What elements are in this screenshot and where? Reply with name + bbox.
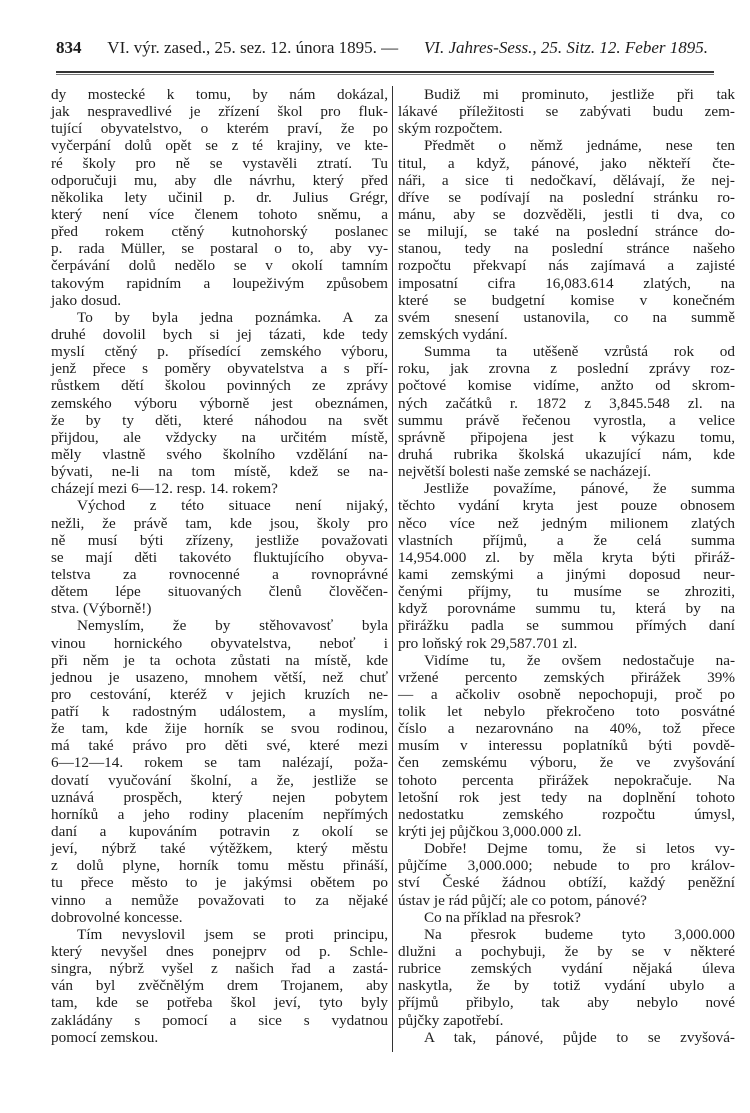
text-line: roku, jak zrovna z poslední zprávy roz- bbox=[398, 360, 735, 378]
text-line: kami zemskými a jinými doposud neur- bbox=[398, 565, 735, 583]
text-line: daní a kupováním potravin z okolí se bbox=[51, 823, 388, 841]
text-line: lákavé příležitosti se zabývati budu zem- bbox=[398, 103, 735, 121]
text-line: dětem lépe situovaných členů člověčen- bbox=[51, 583, 388, 601]
text-line: krýti jej půjčkou 3,000.000 zl. bbox=[398, 823, 582, 841]
text-line: které se budgetní komise v konečném bbox=[398, 291, 735, 309]
paragraph bbox=[398, 1029, 735, 1046]
text-line: když porovnáme summu tu, která by na bbox=[398, 600, 735, 618]
text-line: Východ z této situace není nijaký, bbox=[77, 497, 388, 515]
header-rule-thin bbox=[56, 74, 714, 75]
text-line: má také právo pro děti své, které mezi bbox=[51, 737, 388, 755]
text-line: p. rada Müller, se postaral o to, aby vy- bbox=[51, 240, 388, 258]
text-line: ré školy pro ně se vystavěli ztratí. Tu bbox=[51, 154, 388, 172]
text-line: Na přesrok budeme tyto 3,000.000 bbox=[424, 925, 735, 943]
page-number: 834 bbox=[56, 38, 82, 57]
text-line: takovým rapidním a loupeživým způsobem bbox=[51, 274, 388, 292]
text-line: něco více než jedným milionem zlatých bbox=[398, 514, 735, 532]
text-line: zakládány s pomocí a sice s vydatnou bbox=[51, 1011, 388, 1029]
text-line: naskytla, že by totiž vydání ubylo a bbox=[398, 977, 735, 995]
text-line: nedostatku zemského rozpočtu úmysl, bbox=[398, 805, 735, 823]
text-line: dovatí vyučování školní, a že, jestliže se bbox=[51, 771, 388, 789]
text-line: dříve se podívají na poslední stránku ro- bbox=[398, 188, 735, 206]
paragraph bbox=[51, 309, 388, 498]
text-line: 14,954.000 zl. by měla kryta býti přiráž- bbox=[398, 548, 735, 566]
paragraph bbox=[398, 343, 735, 480]
text-line: stva. (Výborně!) bbox=[51, 600, 152, 618]
text-line: Budiž mi prominuto, jestliže při tak bbox=[424, 86, 735, 103]
text-line: stanou, tedy na poslední stránce našeho bbox=[398, 240, 735, 258]
paragraph bbox=[51, 86, 388, 309]
text-line: Dobře! Dejme tomu, že si letos vy- bbox=[424, 840, 735, 858]
text-line: cházejí mezi 6—12. resp. 14. rokem? bbox=[51, 480, 278, 498]
text-line: jako dosud. bbox=[51, 291, 122, 309]
text-line: vržené percento zemských přirážek 39% bbox=[398, 668, 735, 686]
text-line: vlastních příjmů, a že celá summa bbox=[398, 531, 735, 549]
text-line: tu přece město to je jakýmsi obětem po bbox=[51, 874, 388, 892]
text-line: letošní rok jest tedy na doplnění tohoto bbox=[398, 788, 735, 806]
text-line: tující obyvatelstvo, o kterém praví, že po bbox=[51, 120, 388, 138]
text-line: Vidíme tu, že ovšem nedostačuje na- bbox=[424, 651, 735, 669]
text-line: odporučuji mu, aby dle návrhu, který před bbox=[51, 171, 388, 189]
text-line: počtové komise vidíme, anžto od skrom- bbox=[398, 377, 735, 395]
text-line: několika lety učinil p. dr. Julius Grégr, bbox=[51, 188, 388, 206]
text-line: vinno a nemůže považovati to za nějaké bbox=[51, 891, 388, 909]
text-line: patří k radostným událostem, a myslím, bbox=[51, 703, 388, 721]
text-line: A tak, pánové, půjde to se zvyšová- bbox=[424, 1028, 735, 1046]
text-line: růstkem dětí školou povinných ze zprávy bbox=[51, 377, 388, 395]
text-line: se milují, se také na poslední stránce do- bbox=[398, 223, 735, 241]
text-line: půjčky zapotřebí. bbox=[398, 1011, 504, 1029]
paragraph bbox=[51, 497, 388, 617]
running-header bbox=[56, 38, 708, 58]
text-line: — a ačkoliv osobně nepochopuji, proč po bbox=[398, 685, 735, 703]
text-line: ván byl zvěčnělým drem Trojanem, aby bbox=[51, 977, 388, 995]
text-line: že by ty děti, které náhodou na svět bbox=[51, 411, 388, 429]
text-line: při něm je ta ochota zůstati na místě, kde bbox=[51, 651, 388, 669]
text-line: čerpávání dolů nedělo se v okolí tamním bbox=[51, 257, 388, 275]
text-line: se mají děti takovéto fluktujícího obyva- bbox=[51, 548, 388, 566]
text-line: dobrovolné koncesse. bbox=[51, 908, 183, 926]
text-line: ných začátků r. 1872 z 3,845.548 zl. na bbox=[398, 394, 735, 412]
text-line: Jestliže považíme, pánové, že summa bbox=[424, 480, 735, 498]
paragraph bbox=[51, 926, 388, 1046]
paragraph bbox=[398, 840, 735, 909]
paragraph bbox=[398, 137, 735, 343]
text-line: před rokem ctěný kutnohorský poslanec bbox=[51, 223, 388, 241]
text-line: měly vlastně svého školního vzdělání na- bbox=[51, 445, 388, 463]
text-line: který není více členem tohoto sněmu, a bbox=[51, 205, 388, 223]
text-line: horníků a jeho rodiny placením nepřímých bbox=[51, 805, 388, 823]
text-line: příjmů přibylo, tak aby nebylo nové bbox=[398, 994, 735, 1012]
text-line: vyčerpání dolů opět se z té krajiny, ve kte- bbox=[51, 137, 388, 155]
header-czech: VI. výr. zased., 25. sez. 12. února 1895. — bbox=[107, 38, 399, 57]
text-line: náři, a sice ti nedočkaví, dělávají, že nej- bbox=[398, 171, 735, 189]
text-line: druhá rubrika školská ukazující nám, kde bbox=[398, 445, 735, 463]
text-line: Co na příklad na přesrok? bbox=[424, 908, 581, 926]
text-line: vinou hornického obyvatelstva, neboť i bbox=[51, 634, 388, 652]
text-line: dlužni a pochybuji, že by se v některé bbox=[398, 943, 735, 961]
text-line: tolik let nebylo překročeno toto posvátné bbox=[398, 703, 735, 721]
text-line: největší bolesti naše zemské se nacházejí. bbox=[398, 463, 652, 481]
text-line: čenými příjmy, tu musíme se zhroziti, bbox=[398, 583, 735, 601]
text-line: jenž přece s poměry obyvatelstva a s pří- bbox=[51, 360, 388, 378]
text-line: To by byla jedna poznámka. A za bbox=[77, 308, 388, 326]
text-line: správně připojena jest k výkazu tomu, bbox=[398, 428, 735, 446]
paragraph bbox=[398, 480, 735, 651]
text-line: tam, kde se potřeba škol jeví, tyto byly bbox=[51, 994, 388, 1012]
header-german: VI. Jahres-Sess., 25. Sitz. 12. Feber 1895. bbox=[423, 38, 708, 57]
text-line: musím v interessu poplatníků býti povdě- bbox=[398, 737, 735, 755]
text-line: půjčíme 3,000.000; nebude to pro králov- bbox=[398, 857, 735, 875]
text-line: telstva za rovnocenné a rovnoprávné bbox=[51, 565, 388, 583]
text-line: přijdou, ale vždycky na určitém místě, bbox=[51, 428, 388, 446]
paragraph bbox=[398, 909, 735, 926]
text-line: myslí ctěný p. přísedící zemského výboru, bbox=[51, 343, 388, 361]
text-line: bývati, ne-li na tom místě, kdež se na- bbox=[51, 463, 388, 481]
text-line: který nevyšel dnes ponejprv od p. Schle- bbox=[51, 943, 388, 961]
text-line: ně musí býti zřízeny, jestliže považovati bbox=[51, 531, 388, 549]
left-column bbox=[51, 86, 388, 1046]
text-line: zemských vydání. bbox=[398, 325, 508, 343]
text-line: pro cestování, kteréž v jejich kruzích ne- bbox=[51, 685, 388, 703]
column-divider bbox=[392, 86, 393, 1052]
header-rule bbox=[56, 71, 714, 73]
text-line: Předmět o němž jednáme, nese ten bbox=[424, 137, 735, 155]
paragraph bbox=[398, 86, 735, 137]
text-line: jeví, nýbrž také výtěžkem, který městu bbox=[51, 840, 388, 858]
text-line: mánu, aby se dozvěděli, jestli ti dva, co bbox=[398, 205, 735, 223]
right-column bbox=[398, 86, 735, 1046]
text-line: uznává prospěch, který nejen pobytem bbox=[51, 788, 388, 806]
text-line: že tam, kde žije horník se svou rodinou, bbox=[51, 720, 388, 738]
text-line: čen zemskému výboru, že ve zvyšování bbox=[398, 754, 735, 772]
text-line: druhé dovolil bych si jej tázati, kde tedy bbox=[51, 325, 388, 343]
text-line: Tím nevyslovil jsem se proti principu, bbox=[77, 925, 388, 943]
text-line: tohoto percenta přirážek nepokračuje. Na bbox=[398, 771, 735, 789]
text-line: summu právě řečenou vyrostla, a velice bbox=[398, 411, 735, 429]
text-line: číslo a nezarovnáno na 40%, tož přece bbox=[398, 720, 735, 738]
text-line: jak nespravedlivé je zřízení škol pro fluk- bbox=[51, 103, 388, 121]
text-line: titul, a když, pánové, jako někteří čte- bbox=[398, 154, 735, 172]
text-line: svém snesení ustanovila, co na summě bbox=[398, 308, 735, 326]
text-line: dy mostecké k tomu, by nám dokázal, bbox=[51, 86, 388, 103]
text-line: ství České žádnou obtíží, každý peněžní bbox=[398, 874, 735, 892]
text-line: rubrice zemských vydání nějaká úleva bbox=[398, 960, 735, 978]
text-line: Summa ta utěšeně vzrůstá rok od bbox=[424, 343, 735, 361]
paragraph bbox=[51, 617, 388, 926]
text-line: nežli, že právě tam, kde jsou, školy pro bbox=[51, 514, 388, 532]
text-line: imposatní cifra 16,083.614 zlatých, na bbox=[398, 274, 735, 292]
paragraph bbox=[398, 926, 735, 1029]
text-line: singra, nýbrž vyšel z našich řad a zastá- bbox=[51, 960, 388, 978]
text-line: z dolů plyne, horník tomu městu přináší, bbox=[51, 857, 388, 875]
text-line: Nemyslím, že by stěhovavosť byla bbox=[77, 617, 388, 635]
text-line: zemského výboru výborně jest obeznámen, bbox=[51, 394, 388, 412]
text-line: jednou je usazeno, mnohem větší, než chuť bbox=[51, 668, 388, 686]
paragraph bbox=[398, 652, 735, 841]
text-line: přirážku padla se summou přímých daní bbox=[398, 617, 735, 635]
text-line: pro loňský rok 29,587.701 zl. bbox=[398, 634, 578, 652]
text-line: těchto vydání kryta jest pouze obnosem bbox=[398, 497, 735, 515]
text-line: rozpočtu překvapí nás zajímavá a zajisté bbox=[398, 257, 735, 275]
text-line: pomocí zemskou. bbox=[51, 1028, 159, 1046]
text-line: ským rozpočtem. bbox=[398, 120, 503, 138]
text-line: 6—12—14. rokem se tam nalézají, poža- bbox=[51, 754, 388, 772]
text-line: ústav je rád půjčí; ale co potom, pánové? bbox=[398, 891, 647, 909]
